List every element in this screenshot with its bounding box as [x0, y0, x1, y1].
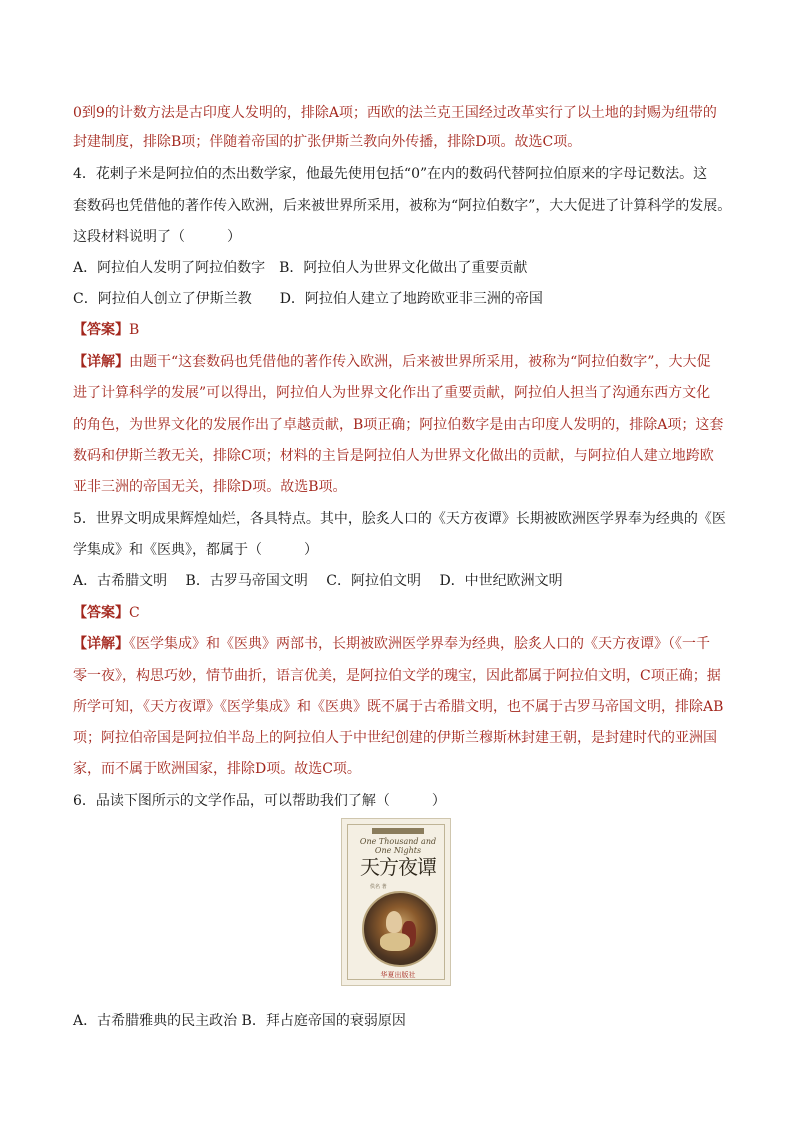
- detail-4: 进了计算科学的发展”可以得出，阿拉伯人为世界文化作出了重要贡献，阿拉伯人担当了沟通东西方文化: [73, 385, 711, 401]
- question-4-options: C．阿拉伯人创立了伊斯兰教 D．阿拉伯人建立了地跨欧亚非三洲的帝国: [73, 291, 543, 307]
- question-6-options: A．古希腊雅典的民主政治 B．拜占庭帝国的衰弱原因: [73, 1013, 406, 1029]
- question-4-stem: 4．花剌子米是阿拉伯的杰出数学家，他最先使用包括“0”在内的数码代替阿拉伯原来的字母记数法。这: [73, 166, 708, 182]
- detail-5: 家，而不属于欧洲国家，排除D项。故选C项。: [73, 761, 361, 777]
- detail-label: 【详解】: [73, 354, 129, 370]
- question-4-stem: 套数码也凭借他的著作传入欧洲，后来被世界所采用，被称为“阿拉伯数字”，大大促进了计算科学的发展。: [73, 198, 732, 214]
- detail-label: 【详解】: [73, 636, 129, 652]
- detail-4: 的角色，为世界文化的发展作出了卓越贡献，B项正确；阿拉伯数字是由古印度人发明的，排除A项；这套: [73, 417, 724, 433]
- text-line: 0到9的计数方法是古印度人发明的，排除A项；西欧的法兰克王国经过改革实行了以土地的封赐为纽带的: [73, 105, 717, 121]
- text-line: 封建制度，排除B项；伴随着帝国的扩张伊斯兰教向外传播，排除D项。故选C项。: [73, 134, 582, 150]
- answer-5: [73, 603, 140, 623]
- answer-label: 【答案】: [73, 605, 129, 621]
- question-4-options: A．阿拉伯人发明了阿拉伯数字 B．阿拉伯人为世界文化做出了重要贡献: [73, 260, 528, 276]
- question-4-stem: 这段材料说明了（ ）: [73, 229, 241, 245]
- detail-5: 项；阿拉伯帝国是阿拉伯半岛上的阿拉伯人于中世纪创建的伊斯兰穆斯林封建王朝，是封建时代的亚洲国: [73, 730, 717, 746]
- cover-publisher: 华夏出版社: [380, 971, 416, 979]
- cover-title-en: One Thousand and One Nights: [359, 837, 437, 855]
- cover-frame: [347, 824, 445, 980]
- detail-text: 由题干“这套数码也凭借他的著作传入欧洲，后来被世界所采用，被称为“阿拉伯数字”，大大促: [129, 354, 711, 370]
- answer-4: [73, 320, 139, 340]
- detail-5: 零一夜》，构思巧妙，情节曲折，语言优美，是阿拉伯文学的瑰宝，因此都属于阿拉伯文明，C项正确；据: [73, 668, 721, 684]
- answer-value: C: [129, 605, 140, 621]
- answer-label: 【答案】: [73, 322, 129, 338]
- answer-value: B: [129, 322, 140, 338]
- figure-shape: [386, 911, 402, 933]
- question-5-options: A．古希腊文明 B．古罗马帝国文明 C．阿拉伯文明 D．中世纪欧洲文明: [73, 573, 563, 589]
- figure-shape: [380, 933, 410, 951]
- question-5-stem: 5．世界文明成果辉煌灿烂，各具特点。其中，脍炙人口的《天方夜谭》长期被欧洲医学界奉为经典的《医: [73, 511, 726, 527]
- detail-5: [73, 634, 710, 654]
- question-5-stem: 学集成》和《医典》，都属于（ ）: [73, 542, 318, 558]
- cover-illustration: [362, 891, 438, 967]
- detail-4: [73, 352, 710, 372]
- detail-4: 数码和伊斯兰教无关，排除C项；材料的主旨是阿拉伯人为世界文化做出的贡献，与阿拉伯人建立地跨欧: [73, 448, 714, 464]
- cover-author: 佚名 著: [370, 884, 387, 890]
- book-cover-image: [341, 818, 451, 986]
- detail-text: 《医学集成》和《医典》两部书，长期被欧洲医学界奉为经典，脍炙人口的《天方夜谭》（《一千: [129, 636, 710, 652]
- detail-4: 亚非三洲的帝国无关，排除D项。故选B项。: [73, 479, 347, 495]
- question-6-stem: 6．品读下图所示的文学作品，可以帮助我们了解（ ）: [73, 793, 446, 809]
- cover-title-zh: 天方夜谭: [360, 855, 436, 879]
- detail-5: 所学可知，《天方夜谭》《医学集成》和《医典》既不属于古希腊文明，也不属于古罗马帝国文明，排除AB: [73, 699, 724, 715]
- cover-banner: [372, 828, 424, 834]
